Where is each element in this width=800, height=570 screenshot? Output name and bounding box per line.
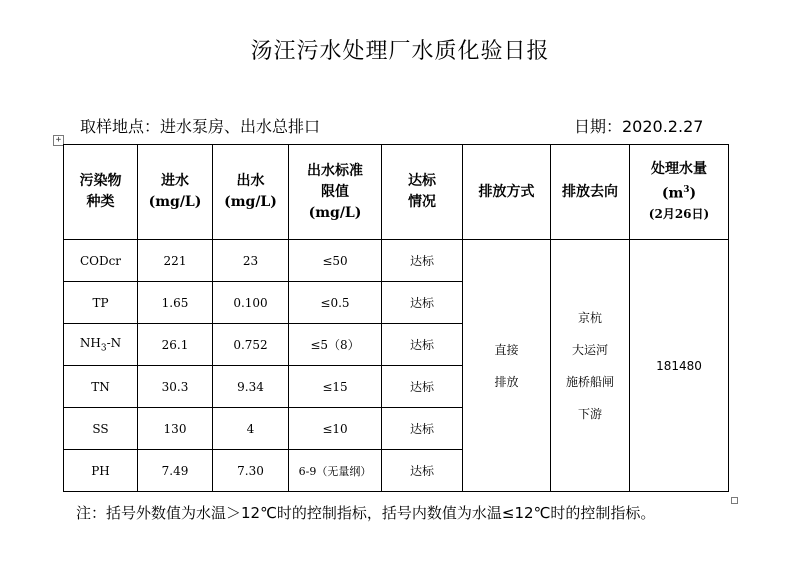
outflow-value: 0.100 bbox=[213, 282, 289, 324]
table-header-row bbox=[64, 145, 729, 240]
pollutant-name: TN bbox=[64, 366, 138, 408]
limit-value: ≤10 bbox=[289, 408, 382, 450]
outflow-value: 4 bbox=[213, 408, 289, 450]
limit-value: ≤0.5 bbox=[289, 282, 382, 324]
header-limit: 出水标准 限值 (mg/L) bbox=[289, 145, 382, 240]
discharge-method-cell: 直接 排放 bbox=[463, 240, 551, 492]
status-value: 达标 bbox=[382, 282, 463, 324]
table-move-handle-icon[interactable]: + bbox=[53, 135, 64, 146]
limit-value: 6-9（无量纲） bbox=[289, 450, 382, 492]
status-value: 达标 bbox=[382, 450, 463, 492]
table-resize-handle[interactable] bbox=[731, 497, 738, 504]
status-value: 达标 bbox=[382, 366, 463, 408]
inflow-value: 26.1 bbox=[138, 324, 213, 366]
pollutant-name: SS bbox=[64, 408, 138, 450]
header-pollutant: 污染物 种类 bbox=[64, 145, 138, 240]
header-discharge-method: 排放方式 bbox=[463, 145, 551, 240]
header-volume: 处理水量 $(m^3)$ (2月26日) bbox=[630, 145, 729, 240]
report-title: 汤汪污水处理厂水质化验日报 bbox=[250, 39, 550, 64]
pollutant-name: TP bbox=[64, 282, 138, 324]
inflow-value: 130 bbox=[138, 408, 213, 450]
outflow-value: 0.752 bbox=[213, 324, 289, 366]
header-outflow: 出水 (mg/L) bbox=[213, 145, 289, 240]
status-value: 达标 bbox=[382, 240, 463, 282]
status-value: 达标 bbox=[382, 408, 463, 450]
sampling-location: 取样地点：进水泵房、出水总排口 bbox=[80, 117, 321, 136]
inflow-value: 7.49 bbox=[138, 450, 213, 492]
limit-value: ≤50 bbox=[289, 240, 382, 282]
report-date: 日期：2020.2.27 bbox=[574, 117, 704, 136]
limit-value: ≤5（8） bbox=[289, 324, 382, 366]
water-quality-table bbox=[63, 144, 729, 492]
outflow-value: 9.34 bbox=[213, 366, 289, 408]
outflow-value: 7.30 bbox=[213, 450, 289, 492]
discharge-destination-cell: 京杭 大运河 施桥船闸 下游 bbox=[551, 240, 630, 492]
header-inflow: 进水 (mg/L) bbox=[138, 145, 213, 240]
footnote: 注：括号外数值为水温＞12℃时的控制指标，括号内数值为水温≤12℃时的控制指标。 bbox=[76, 504, 656, 522]
status-value: 达标 bbox=[382, 324, 463, 366]
table-row bbox=[64, 240, 729, 282]
pollutant-name: CODcr bbox=[64, 240, 138, 282]
header-status: 达标 情况 bbox=[382, 145, 463, 240]
inflow-value: 221 bbox=[138, 240, 213, 282]
outflow-value: 23 bbox=[213, 240, 289, 282]
treated-volume-value: 181480 bbox=[630, 240, 729, 492]
inflow-value: 30.3 bbox=[138, 366, 213, 408]
inflow-value: 1.65 bbox=[138, 282, 213, 324]
limit-value: ≤15 bbox=[289, 366, 382, 408]
pollutant-name: PH bbox=[64, 450, 138, 492]
header-discharge-destination: 排放去向 bbox=[551, 145, 630, 240]
pollutant-name: $NH_3-N$ bbox=[64, 324, 138, 366]
